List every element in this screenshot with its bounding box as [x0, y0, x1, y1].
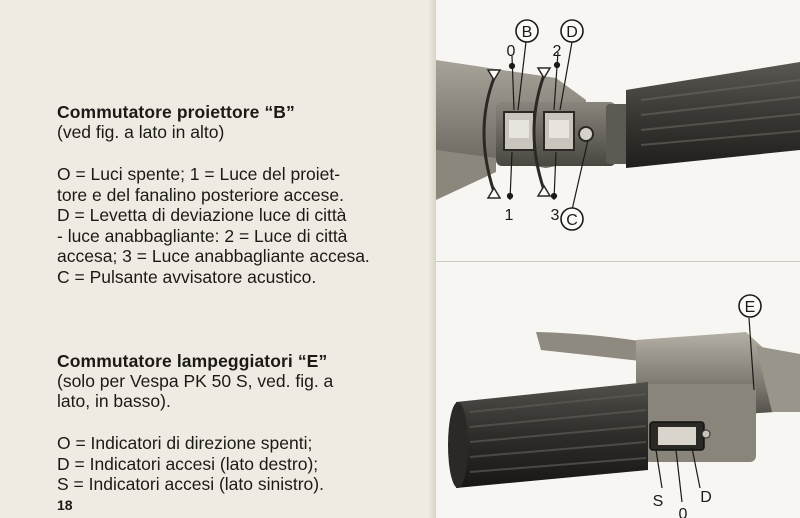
section-b-heading: Commutatore proiettore “B”	[57, 102, 295, 122]
section-b-line: D = Levetta di deviazione luce di città	[57, 205, 347, 226]
section-b-subheading: (ved fig. a lato in alto)	[57, 122, 225, 142]
section-indicator-switch	[57, 351, 427, 495]
section-b-body	[57, 164, 427, 288]
page-gutter	[428, 0, 436, 518]
label-b: B	[521, 24, 533, 41]
section-b-line: accesa; 3 = Luce anabbagliante accesa.	[57, 246, 370, 267]
section-b-line: O = Luci spente; 1 = Luce del proiet-	[57, 164, 341, 184]
section-e-heading: Commutatore lampeggiatori “E”	[57, 351, 328, 371]
label-d: D	[566, 24, 578, 41]
section-e-body	[57, 433, 427, 495]
section-e-line: O = Indicatori di direzione spenti;	[57, 433, 313, 453]
label-c: C	[566, 212, 578, 229]
label-zero-bottom: 0	[678, 506, 688, 518]
section-e-subheading: (solo per Vespa PK 50 S, ved. fig. a	[57, 371, 334, 391]
section-b-line: C = Pulsante avvisatore acustico.	[57, 266, 317, 287]
label-e: E	[744, 299, 756, 316]
headlight-switch-photo	[436, 0, 800, 262]
label-three: 3	[550, 207, 560, 224]
label-d-bottom: D	[700, 489, 712, 506]
section-headlight-switch	[57, 102, 427, 288]
indicator-switch-photo	[436, 262, 800, 518]
section-e-subheading: lato, in basso).	[57, 391, 171, 411]
label-zero: 0	[506, 43, 516, 60]
label-one: 1	[504, 207, 514, 224]
section-e-line: D = Indicatori accesi (lato destro);	[57, 453, 319, 474]
grip-shape	[626, 62, 800, 168]
section-b-line: - luce anabbagliante: 2 = Luce di città	[57, 225, 348, 246]
section-b-line: tore e del fanalino posteriore accese.	[57, 184, 344, 205]
label-s: S	[652, 493, 664, 510]
section-e-line: S = Indicatori accesi (lato sinistro).	[57, 474, 324, 495]
label-two: 2	[552, 43, 562, 60]
page-number: 18	[57, 497, 73, 513]
